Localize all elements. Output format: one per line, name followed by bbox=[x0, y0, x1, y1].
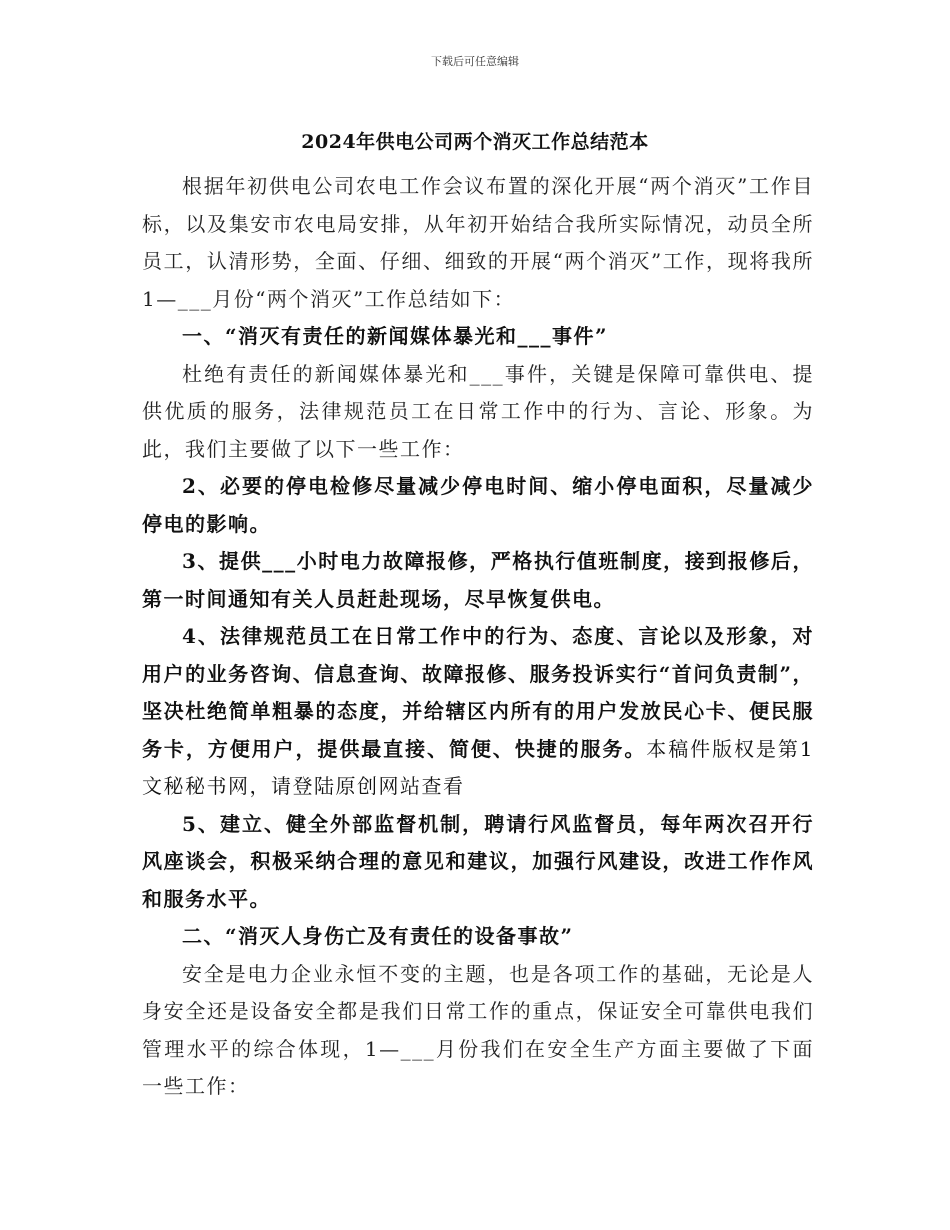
item-5-paragraph: 5、建立、健全外部监督机制，聘请行风监督员，每年两次召开行风座谈会，积极采纳合理的意见和建议，加强行风建设，改进工作作风和服务水平。 bbox=[142, 811, 814, 911]
document-title: 2024年供电公司两个消灭工作总结范本 bbox=[301, 131, 649, 153]
item-3-paragraph: 3、提供___小时电力故障报修，严格执行值班制度，接到报修后，第一时间通知有关人员赶赴现场，尽早恢复供电。 bbox=[142, 549, 814, 611]
section-1-heading: 一、“消灭有责任的新闻媒体暴光和___事件” bbox=[182, 324, 609, 348]
section-2-heading: 二、“消灭人身伤亡及有责任的设备事故” bbox=[182, 924, 574, 948]
item-4-paragraph bbox=[142, 618, 814, 806]
item-4-copyright-note: 本稿件版权是第1文秘秘书网，请登陆原创网站查看 bbox=[142, 736, 815, 798]
section-2-intro-paragraph: 安全是电力企业永恒不变的主题，也是各项工作的基础，无论是人身安全还是设备安全都是我们日常工作的重点，保证安全可靠供电我们管理水平的综合体现，1—___月份我们在安全生产方面主要做了下面一些工作： bbox=[142, 961, 814, 1098]
item-2-paragraph: 2、必要的停电检修尽量减少停电时间、缩小停电面积，尽量减少停电的影响。 bbox=[142, 474, 814, 536]
document-body bbox=[142, 168, 814, 1106]
intro-paragraph: 根据年初供电公司农电工作会议布置的深化开展“两个消灭”工作目标，以及集安市农电局安排，从年初开始结合我所实际情况，动员全所员工，认清形势，全面、仔细、细致的开展“两个消灭”工作，现将我所1—___月份“两个消灭”工作总结如下： bbox=[142, 174, 814, 311]
section-1-intro-paragraph: 杜绝有责任的新闻媒体暴光和___事件，关键是保障可靠供电、提供优质的服务，法律规范员工在日常工作中的行为、言论、形象。为此，我们主要做了以下一些工作： bbox=[142, 361, 814, 461]
page-header-note: 下载后可任意编辑 bbox=[431, 55, 519, 68]
item-4-text: 4、法律规范员工在日常工作中的行为、态度、言论以及形象，对用户的业务咨询、信息查询、故障报修、服务投诉实行“首问负责制”，坚决杜绝简单粗暴的态度，并给辖区内所有的用户发放民心卡、便民服务卡，方便用户，提供最直接、简便、快捷的服务。 bbox=[142, 624, 814, 761]
